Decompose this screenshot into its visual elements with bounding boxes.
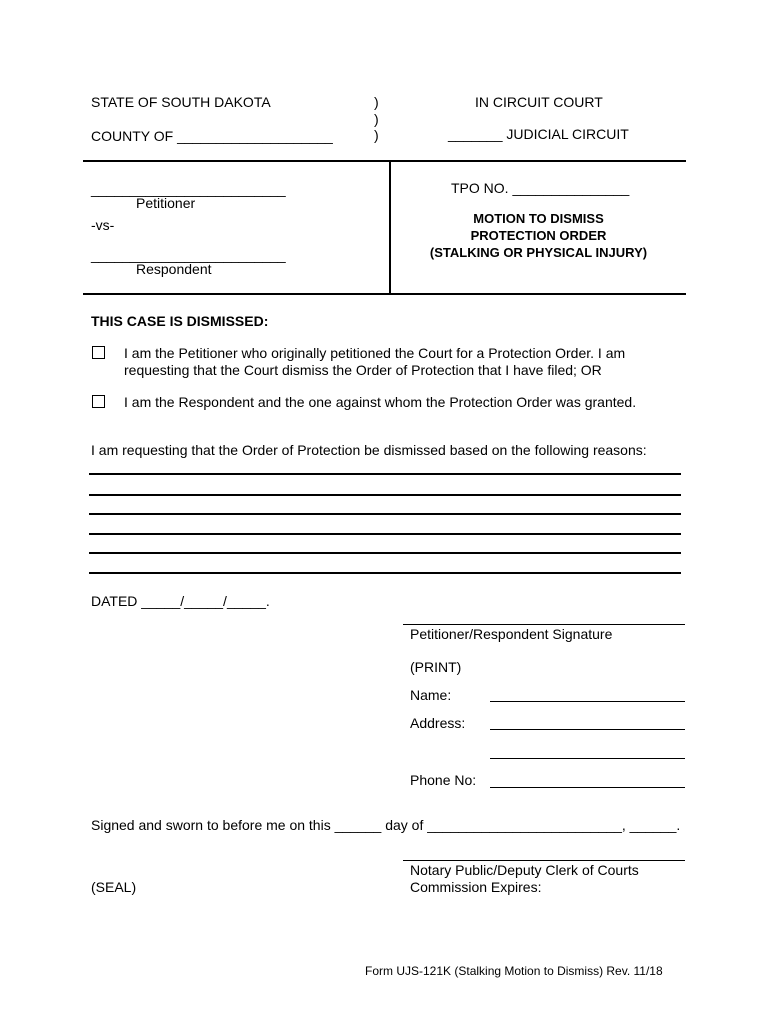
petitioner-label: Petitioner	[136, 195, 196, 211]
form-id: Form UJS-121K (Stalking Motion to Dismiss) Rev. 11/18	[365, 964, 663, 978]
address-label: Address:	[410, 715, 466, 731]
commission-expires-label: Commission Expires:	[410, 879, 542, 895]
reason-line-5[interactable]	[89, 552, 681, 554]
tpo-number-field[interactable]: TPO NO. _______________	[451, 180, 630, 196]
dated-field[interactable]: DATED _____/_____/_____.	[91, 593, 270, 609]
option-petitioner-line-2: requesting that the Court dismiss the Order of Protection that I have filed; OR	[124, 362, 602, 378]
reason-line-1[interactable]	[89, 473, 681, 475]
dismissed-heading: THIS CASE IS DISMISSED:	[91, 313, 269, 329]
option-petitioner-line-1: I am the Petitioner who originally petitioned the Court for a Protection Order. I am	[124, 345, 626, 361]
notary-label: Notary Public/Deputy Clerk of Courts	[410, 862, 639, 878]
reason-line-2[interactable]	[89, 494, 681, 496]
judicial-circuit-field[interactable]: _______ JUDICIAL CIRCUIT	[448, 126, 629, 142]
address-field-2[interactable]	[490, 758, 685, 759]
signature-label: Petitioner/Respondent Signature	[410, 626, 613, 642]
respondent-name-field[interactable]: _________________________	[91, 247, 286, 263]
print-label: (PRINT)	[410, 659, 462, 675]
caption-bottom-rule	[83, 293, 686, 295]
name-field[interactable]	[490, 701, 685, 702]
reason-line-3[interactable]	[89, 513, 681, 515]
reason-line-6[interactable]	[89, 572, 681, 574]
respondent-checkbox[interactable]	[92, 395, 105, 408]
address-field-1[interactable]	[490, 729, 685, 730]
court-label: IN CIRCUIT COURT	[475, 94, 603, 110]
paren-2: )	[374, 111, 379, 127]
caption-top-rule	[83, 160, 686, 162]
motion-title-line-2: PROTECTION ORDER	[470, 228, 607, 243]
paren-1: )	[374, 94, 379, 110]
motion-title-line-1: MOTION TO DISMISS	[473, 211, 604, 226]
petitioner-name-field[interactable]: _________________________	[91, 181, 286, 197]
vs-label: -vs-	[91, 217, 115, 233]
sworn-statement[interactable]: Signed and sworn to before me on this ______ day of _________________________, ______.	[91, 817, 681, 833]
name-label: Name:	[410, 687, 452, 703]
county-field[interactable]: COUNTY OF ____________________	[91, 128, 333, 144]
signature-line[interactable]	[403, 624, 685, 625]
option-respondent: I am the Respondent and the one against whom the Protection Order was granted.	[124, 394, 637, 410]
petitioner-checkbox[interactable]	[92, 346, 105, 359]
paren-3: )	[374, 127, 379, 143]
motion-title-line-3: (STALKING OR PHYSICAL INJURY)	[429, 245, 648, 260]
respondent-label: Respondent	[136, 261, 212, 277]
reasons-intro: I am requesting that the Order of Protection be dismissed based on the following reasons:	[91, 442, 647, 458]
phone-field[interactable]	[490, 787, 685, 788]
seal-label: (SEAL)	[91, 879, 137, 895]
phone-label: Phone No:	[410, 772, 477, 788]
state-label: STATE OF SOUTH DAKOTA	[91, 94, 271, 110]
reason-line-4[interactable]	[89, 533, 681, 535]
notary-signature-line[interactable]	[403, 860, 685, 861]
